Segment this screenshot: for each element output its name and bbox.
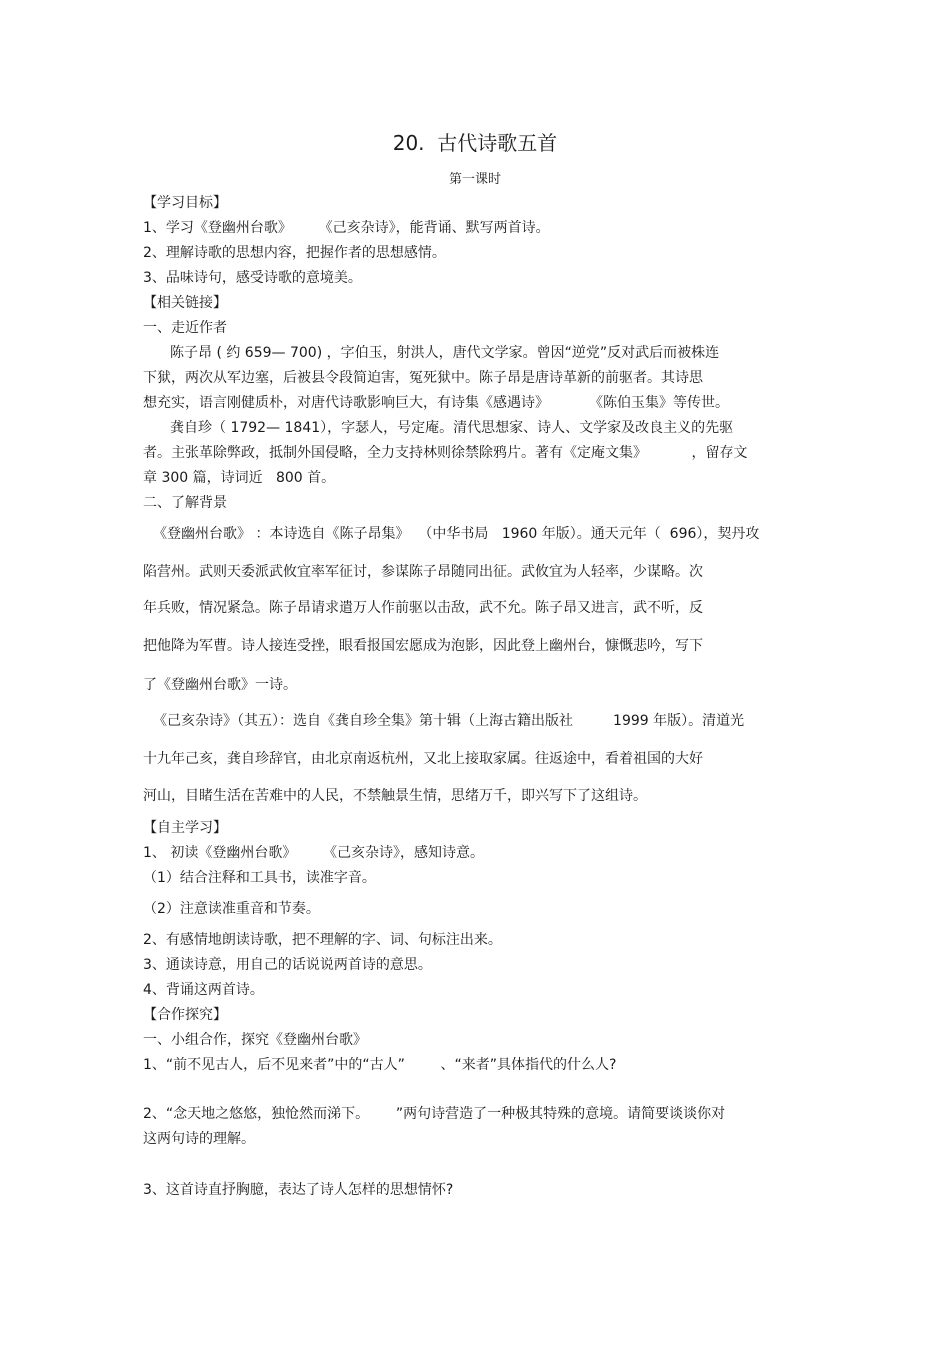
subheading-author: 一、走近作者 bbox=[143, 320, 227, 336]
author-paragraph-line: 陈子昂 ( 约 659— 700) ，字伯玉，射洪人，唐代文学家。曾因“逆党”反对武后而被株连 bbox=[170, 345, 720, 361]
section-heading-self-study: 【自主学习】 bbox=[143, 820, 227, 836]
question-3: 3、这首诗直抒胸臆，表达了诗人怎样的思想情怀? bbox=[143, 1182, 454, 1198]
page-title: 20. 古代诗歌五首 bbox=[392, 131, 558, 155]
self-study-item-1: 1、 初读《登幽州台歌》 《己亥杂诗》，感知诗意。 bbox=[143, 845, 485, 861]
background-paragraph-line: 陷营州。武则天委派武攸宜率军征讨，参谋陈子昂随同出征。武攸宜为人轻率，少谋略。次 bbox=[143, 564, 703, 580]
author-paragraph-line: 者。主张革除弊政，抵制外国侵略，全力支持林则徐禁除鸦片。著有《定庵文集》 ，留存文 bbox=[143, 445, 748, 461]
background-paragraph-line: 河山，目睹生活在苦难中的人民，不禁触景生情，思绪万千，即兴写下了这组诗。 bbox=[143, 788, 647, 804]
question-2: 2、“念天地之悠悠，独怆然而涕下。 ”两句诗营造了一种极其特殊的意境。请简要谈谈你对 bbox=[143, 1106, 726, 1122]
question-1: 1、“前不见古人，后不见来者”中的“古人” 、“来者”具体指代的什么人? bbox=[143, 1057, 617, 1073]
background-paragraph-line: 《登幽州台歌》 ：本诗选自《陈子昂集》 （中华书局 1960 年版）。通天元年（ 696），契丹攻 bbox=[153, 526, 760, 542]
self-study-item-4: 4、背诵这两首诗。 bbox=[143, 982, 264, 998]
lesson-subtitle: 第一课时 bbox=[448, 172, 501, 187]
subheading-background: 二、了解背景 bbox=[143, 495, 227, 511]
author-paragraph-line: 想充实，语言刚健质朴，对唐代诗歌影响巨大，有诗集《感遇诗》 《陈伯玉集》等传世。 bbox=[143, 395, 730, 411]
section-heading-links: 【相关链接】 bbox=[143, 295, 227, 311]
background-paragraph-line: 了《登幽州台歌》一诗。 bbox=[143, 677, 297, 693]
background-paragraph-line: 《己亥杂诗》（其五）：选自《龚自珍全集》第十辑（上海古籍出版社 1999 年版）。清道光 bbox=[153, 713, 745, 729]
author-paragraph-line: 下狱，两次从军边塞，后被县令段简迫害，冤死狱中。陈子昂是唐诗革新的前驱者。其诗思 bbox=[143, 370, 703, 386]
goal-item-3: 3、品味诗句，感受诗歌的意境美。 bbox=[143, 270, 362, 286]
cooperation-subheading: 一、小组合作，探究《登幽州台歌》 bbox=[143, 1032, 367, 1048]
self-study-subitem-2: （2）注意读准重音和节奏。 bbox=[143, 901, 320, 917]
self-study-subitem-1: （1）结合注释和工具书，读准字音。 bbox=[143, 870, 376, 886]
background-paragraph-line: 十九年己亥，龚自珍辞官，由北京南返杭州，又北上接取家属。往返途中，看着祖国的大好 bbox=[143, 751, 703, 767]
goal-item-2: 2、理解诗歌的思想内容，把握作者的思想感情。 bbox=[143, 245, 446, 261]
self-study-item-3: 3、通读诗意，用自己的话说说两首诗的意思。 bbox=[143, 957, 432, 973]
background-paragraph-line: 年兵败，情况紧急。陈子昂请求遣万人作前驱以击敌，武不允。陈子昂又进言，武不听，反 bbox=[143, 600, 703, 616]
section-heading-cooperation: 【合作探究】 bbox=[143, 1007, 227, 1023]
goal-item-1: 1、学习《登幽州台歌》 《己亥杂诗》，能背诵、默写两首诗。 bbox=[143, 220, 550, 236]
author-paragraph-line: 龚自珍（ 1792— 1841），字瑟人，号定庵。清代思想家、诗人、文学家及改良主义的先驱 bbox=[170, 420, 734, 436]
self-study-item-2: 2、有感情地朗读诗歌，把不理解的字、词、句标注出来。 bbox=[143, 932, 502, 948]
question-2-continued: 这两句诗的理解。 bbox=[143, 1131, 255, 1147]
author-paragraph-line: 章 300 篇，诗词近 800 首。 bbox=[143, 470, 336, 486]
section-heading-goals: 【学习目标】 bbox=[143, 195, 227, 211]
background-paragraph-line: 把他降为军曹。诗人接连受挫，眼看报国宏愿成为泡影，因此登上幽州台，慷慨悲吟，写下 bbox=[143, 638, 703, 654]
